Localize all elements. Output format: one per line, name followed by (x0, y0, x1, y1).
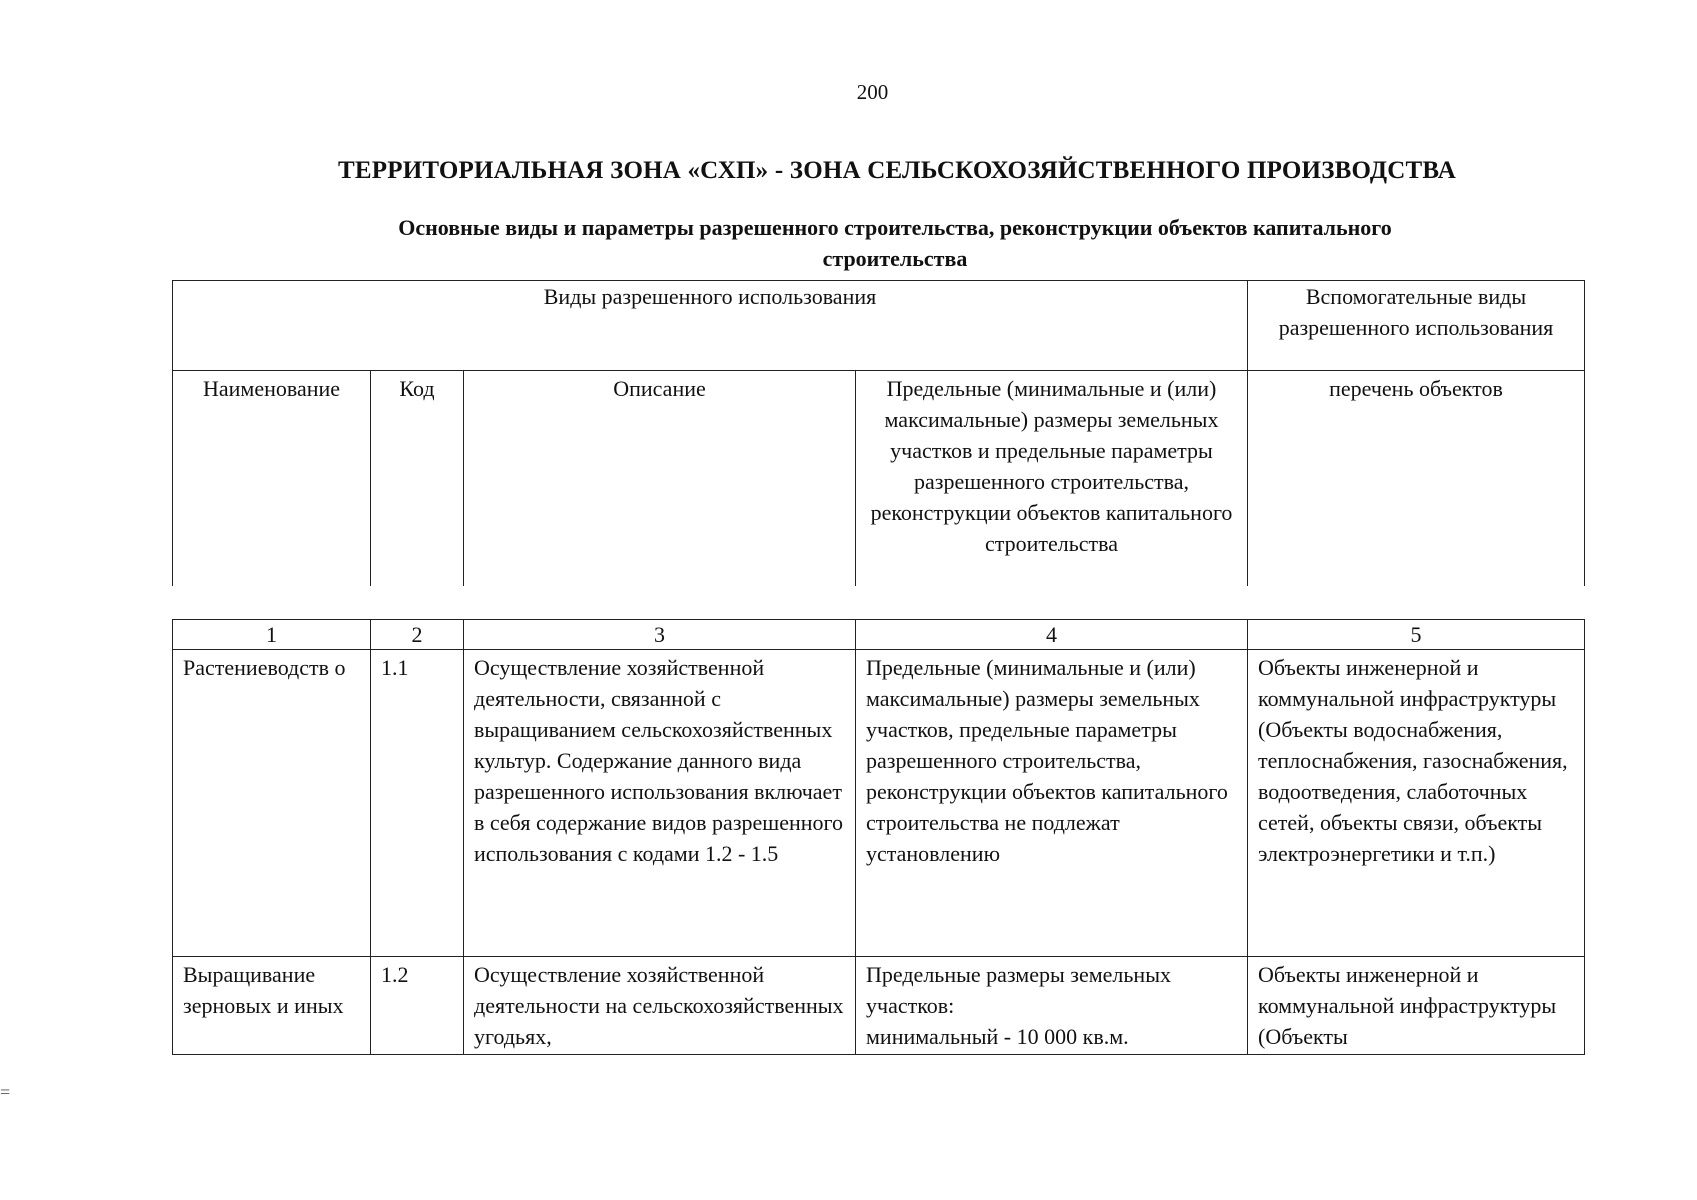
column-number-row (173, 620, 1585, 650)
row-limits-cell (856, 957, 1248, 1055)
header-col-limits: Предельные (минимальные и (или) максимальные) размеры земельных участков и предельные параметры разрешенного строительства, реконструкции объектов капитального строительства (856, 371, 1248, 587)
row-name-cell: Растениеводств о (173, 650, 371, 957)
row-aux-cell: Объекты инженерной и коммунальной инфраструктуры (Объекты водоснабжения, теплоснабжения, газоснабжения, водоотведения, слаботочных сетей, объекты связи, объекты электроэнергетики и т.п.) (1248, 650, 1585, 957)
row-name-text: Выращивание зерновых и иных (183, 962, 344, 1018)
table-row (173, 650, 1585, 957)
zone-title: ТЕРРИТОРИАЛЬНАЯ ЗОНА «СХП» - ЗОНА СЕЛЬСКОХОЗЯЙСТВЕННОГО ПРОИЗВОДСТВА (338, 157, 1456, 184)
header-col-objects: перечень объектов (1248, 371, 1585, 587)
row-aux-cell (1248, 957, 1585, 1055)
header-group-main: Виды разрешенного использования (173, 281, 1248, 371)
limits-line-2: минимальный - 10 000 кв.м. (866, 1024, 1129, 1049)
column-number: 5 (1248, 620, 1585, 650)
row-limits-cell: Предельные (минимальные и (или) максимальные) размеры земельных участков, предельные параметры разрешенного строительства, реконструкции объектов капитального строительства не подлежат установлению (856, 650, 1248, 957)
limits-line-1: Предельные размеры земельных участков: (866, 962, 1171, 1018)
table-row (173, 957, 1585, 1055)
margin-mark: = (0, 1082, 11, 1102)
column-number: 2 (371, 620, 464, 650)
column-number: 4 (856, 620, 1248, 650)
column-number: 3 (464, 620, 856, 650)
header-group-aux: Вспомогательные виды разрешенного использования (1248, 281, 1585, 371)
subtitle-line-1: Основные виды и параметры разрешенного строительства, реконструкции объектов капитального (398, 215, 1392, 240)
header-table (172, 280, 1585, 586)
page-number: 200 (856, 80, 889, 104)
data-table (172, 619, 1585, 1055)
column-number: 1 (173, 620, 371, 650)
row-description-cell (464, 957, 856, 1055)
row-code-text: 1.2 (381, 962, 409, 987)
header-col-name: Наименование (173, 371, 371, 587)
row-description-cell: Осуществление хозяйственной деятельности, связанной с выращиванием сельскохозяйственных культур. Содержание данного вида разрешенного использования включает в себя содержание видов разрешенного использования с кодами 1.2 - 1.5 (464, 650, 856, 957)
section-subtitle (260, 212, 1530, 274)
row-limits-text (866, 959, 1239, 1052)
row-description-text: Осуществление хозяйственной деятельности на сельскохозяйственных угодьях, (474, 962, 844, 1049)
header-col-description: Описание (464, 371, 856, 587)
row-code-cell (371, 957, 464, 1055)
row-code-cell: 1.1 (371, 650, 464, 957)
row-aux-text: Объекты инженерной и коммунальной инфраструктуры (Объекты (1258, 962, 1557, 1049)
row-name-cell (173, 957, 371, 1055)
header-col-code: Код (371, 371, 464, 587)
subtitle-line-2: строительства (822, 246, 968, 271)
